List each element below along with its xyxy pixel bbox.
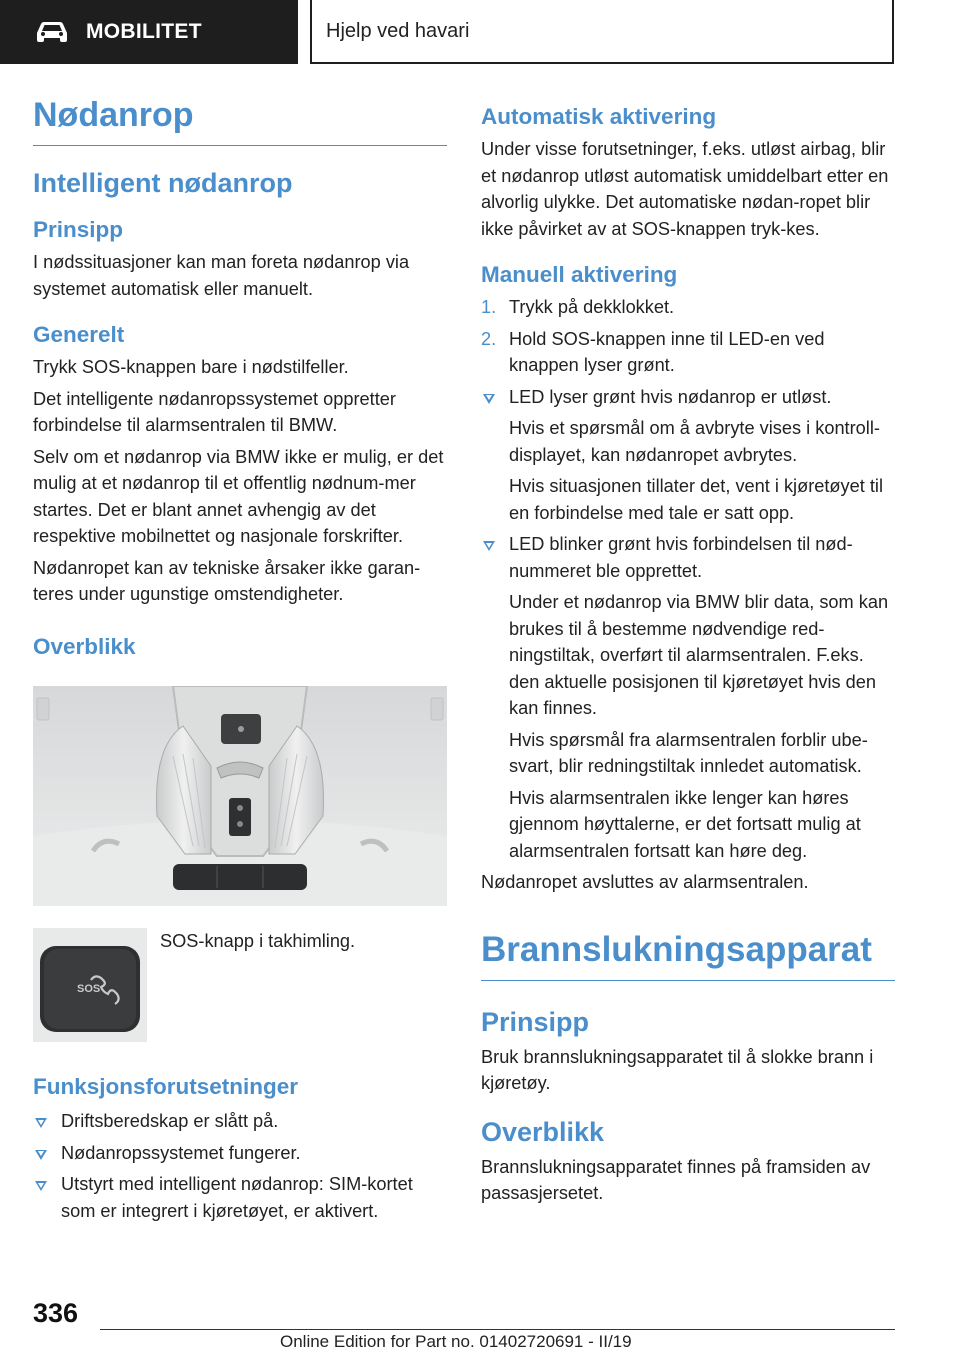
heading-intelligent-nodanrop: Intelligent nødanrop [33, 168, 293, 198]
chapter-title: Hjelp ved havari [326, 19, 470, 42]
chapter-header [310, 0, 894, 64]
heading-brannslukningsapparat: Brannslukningsapparat [481, 930, 895, 981]
heading-manuell-aktivering: Manuell aktivering [481, 262, 678, 287]
edition-text: Online Edition for Part no. 01402720691 - II/19 [280, 1332, 632, 1351]
section-label: MOBILITET [86, 20, 202, 43]
step-item: 1. Trykk på dekklokket. [481, 297, 675, 317]
prinsipp-text: I nødssituasjoner kan man foreta nødanrop via systemet automatisk eller manuelt. [33, 252, 410, 299]
list-item: LED lyser grønt hvis nødanrop er utløst. [481, 384, 895, 411]
section-tab [0, 0, 298, 64]
sub-paragraph: Under et nødanrop via BMW blir data, som kan brukes til å bestemme nødvendige red-ningstiltak, overført til alarmsentralen. F.eks. den aktuelle posisjonen til kjøretøyet hvis den kan finnes. [509, 592, 889, 718]
heading-overblikk-brann: Overblikk [481, 1116, 605, 1147]
sos-label: SOS [77, 983, 101, 995]
sub-paragraph: Hvis alarmsentralen ikke lenger kan høres gjennom høyttalerne, er det fortsatt mulig at alarmsentralen fortsatt kan høre deg. [509, 787, 861, 861]
list-item: Driftsberedskap er slått på. [33, 1108, 447, 1135]
funksjons-list [33, 1108, 447, 1224]
right-column [481, 104, 895, 1207]
list-item: LED blinker grønt hvis forbindelsen til nød-nummeret ble opprettet. [481, 531, 895, 584]
sub-paragraph: Hvis spørsmål fra alarmsentralen forblir ube-svart, blir redningstiltak innledet automatisk. [509, 729, 868, 776]
generelt-paragraph: Det intelligente nødanropssystemet oppretter forbindelse til alarmsentralen til BMW. [33, 388, 396, 435]
heading-generelt: Generelt [33, 322, 125, 347]
image-caption: SOS-knapp i takhimling. [160, 931, 356, 951]
triangle-bullet-icon [483, 541, 495, 551]
funksjons-section [33, 1074, 447, 1224]
page-number: 336 [33, 1298, 79, 1328]
generelt-paragraph: Selv om et nødanrop via BMW ikke er mulig, er det mulig at et nødanrop til et offentlig nødnum-mer startes. Det er blant annet avhengig av det respektive mobilnettet og nasjonale forskrifter. [33, 446, 444, 546]
heading-overblikk: Overblikk [33, 633, 136, 659]
car-icon [34, 21, 70, 43]
list-item: Utstyrt med intelligent nødanrop: SIM-kortet som er integrert i kjøretøyet, er aktivert. [33, 1171, 447, 1224]
image-caption-box [160, 928, 450, 955]
sub-paragraph: Hvis et spørsmål om å avbryte vises i kontroll-displayet, kan nødanropet avbrytes. [509, 418, 880, 465]
sos-button-image [33, 928, 147, 1042]
step-item: 2. Hold SOS-knappen inne til LED-en ved knappen lyser grønt. [481, 328, 825, 375]
left-column [33, 96, 447, 660]
list-item: Nødanropssystemet fungerer. [33, 1140, 447, 1167]
brann-overblikk-text: Brannslukningsapparatet finnes på framsiden av passasjersetet. [481, 1156, 871, 1203]
auto-text: Under visse forutsetninger, f.eks. utløst airbag, blir et nødanrop utløst automatisk umiddelbart etter en alvorlig ulykke. Det automatiske nødan-ropet blir ikke påvirket av at SOS-knappen tryk-kes. [481, 139, 889, 239]
steps-list [481, 294, 895, 379]
generelt-paragraph: Trykk SOS-knappen bare i nødstilfeller. [33, 357, 349, 377]
footer-divider [100, 1329, 895, 1330]
heading-funksjonsforutsetninger: Funksjonsforutsetninger [33, 1074, 299, 1099]
triangle-bullet-icon [35, 1118, 47, 1128]
generelt-paragraph: Nødanropet kan av tekniske årsaker ikke garan-teres under ugunstige omstendigheter. [33, 557, 421, 604]
heading-prinsipp-brann: Prinsipp [481, 1006, 590, 1037]
heading-nodanrop: Nødanrop [33, 96, 447, 146]
overhead-console-image [33, 686, 447, 906]
triangle-bullet-icon [483, 394, 495, 404]
triangle-bullet-icon [35, 1150, 47, 1160]
triangle-bullet-icon [35, 1181, 47, 1191]
heading-prinsipp: Prinsipp [33, 217, 124, 242]
end-text: Nødanropet avsluttes av alarmsentralen. [481, 872, 809, 892]
brann-prinsipp-text: Bruk brannslukningsapparatet til å slokke brann i kjøretøy. [481, 1046, 874, 1093]
heading-automatisk-aktivering: Automatisk aktivering [481, 104, 717, 129]
sub-paragraph: Hvis situasjonen tillater det, vent i kjøretøyet til en forbindelse med tale er satt opp. [509, 476, 883, 523]
